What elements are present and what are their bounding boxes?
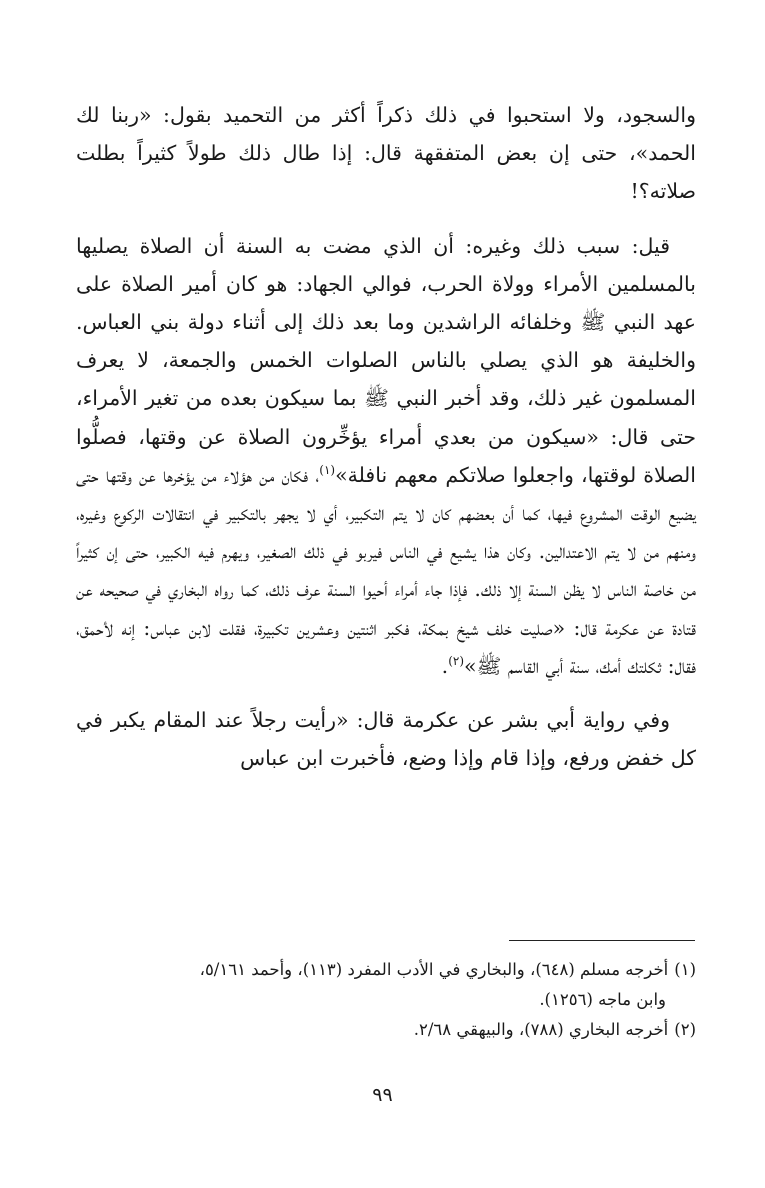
paragraph-2-part-3: . [441,653,449,678]
footnote-1-continuation: وابن ماجه (١٢٥٦). [539,990,666,1009]
paragraph-2-part-2: ، فكان من هؤلاء من يؤخرها عن وقتها حتى يضيع الوقت المشروع فيها، كما أن بعضهم كان لا يتم التكبير، أي لا يجهر بالتكبير في انتقالات الركوع وغيره، ومنهم من لا يتم الاعتدالين. وكان هذا يشيع في الناس فيربو في ذلك الصغير، ويهرم فيه الكبير، حتى إن كثيراً من خاصة الناس لا يظن السنة إلا ذلك. فإذا جاء أمراء أحيوا السنة عرف ذلك، كما رواه البخاري في صحيحه عن قتادة عن عكرمة قال: «صليت خلف شيخ بمكة، فكبر اثنتين وعشرين تكبيرة، فقلت لابن عباس: إنه لأحمق، فقال: ثكلتك أمك، سنة أبي القاسم ﷺ» [76,462,696,678]
footnote-1-text: أخرجه مسلم (٦٤٨)، والبخاري في الأدب المفرد (١١٣)، وأحمد ٥/١٦١، [199,960,669,979]
page-number: ٩٩ [372,1084,393,1106]
paragraph-3: وفي رواية أبي بشر عن عكرمة قال: «رأيت رجلاً عند المقام يكبر في كل خفض ورفع، وإذا قام وإذا وضع، فأخبرت ابن عباس [76,708,696,771]
footnote-divider [509,940,695,941]
footnote-1-number: (١) [674,960,696,979]
footnotes [76,955,696,1045]
main-text [76,96,696,777]
paragraph-2 [76,227,696,685]
paragraph-1: والسجود، ولا استحبوا في ذلك ذكراً أكثر من التحميد بقول: «ربنا لك الحمد»، حتى إن بعض المتفقهة قال: إذا طال ذلك طولاً كثيراً بطلت صلاته؟! [76,103,696,204]
paragraph-2-part-1: قيل: سبب ذلك وغيره: أن الذي مضت به السنة أن الصلاة يصليها بالمسلمين الأمراء وولاة الحرب، فوالي الجهاد: هو كان أمير الصلاة على عهد النبي ﷺ وخلفائه الراشدين وما بعد ذلك إلى أثناء دولة بني العباس. والخليفة هو الذي يصلي بالناس الصلوات الخمس والجمعة، لا يعرف المسلمون غير ذلك، وقد أخبر النبي ﷺ بما سيكون بعده من تغير الأمراء، حتى قال: «سيكون من بعدي أمراء يؤخِّرون الصلاة عن وقتها، فصلُّوا الصلاة لوقتها، واجعلوا صلاتكم معهم نافلة» [76,233,696,487]
footnote-2-text: أخرجه البخاري (٧٨٨)، والبيهقي ٢/٦٨. [413,1020,669,1039]
footnote-2-number: (٢) [674,1020,696,1039]
footnote-ref-1[interactable]: (١) [319,463,336,477]
footnote-1 [76,955,696,1015]
footnote-ref-2[interactable]: (٢) [448,654,465,669]
footnote-2 [76,1015,696,1045]
